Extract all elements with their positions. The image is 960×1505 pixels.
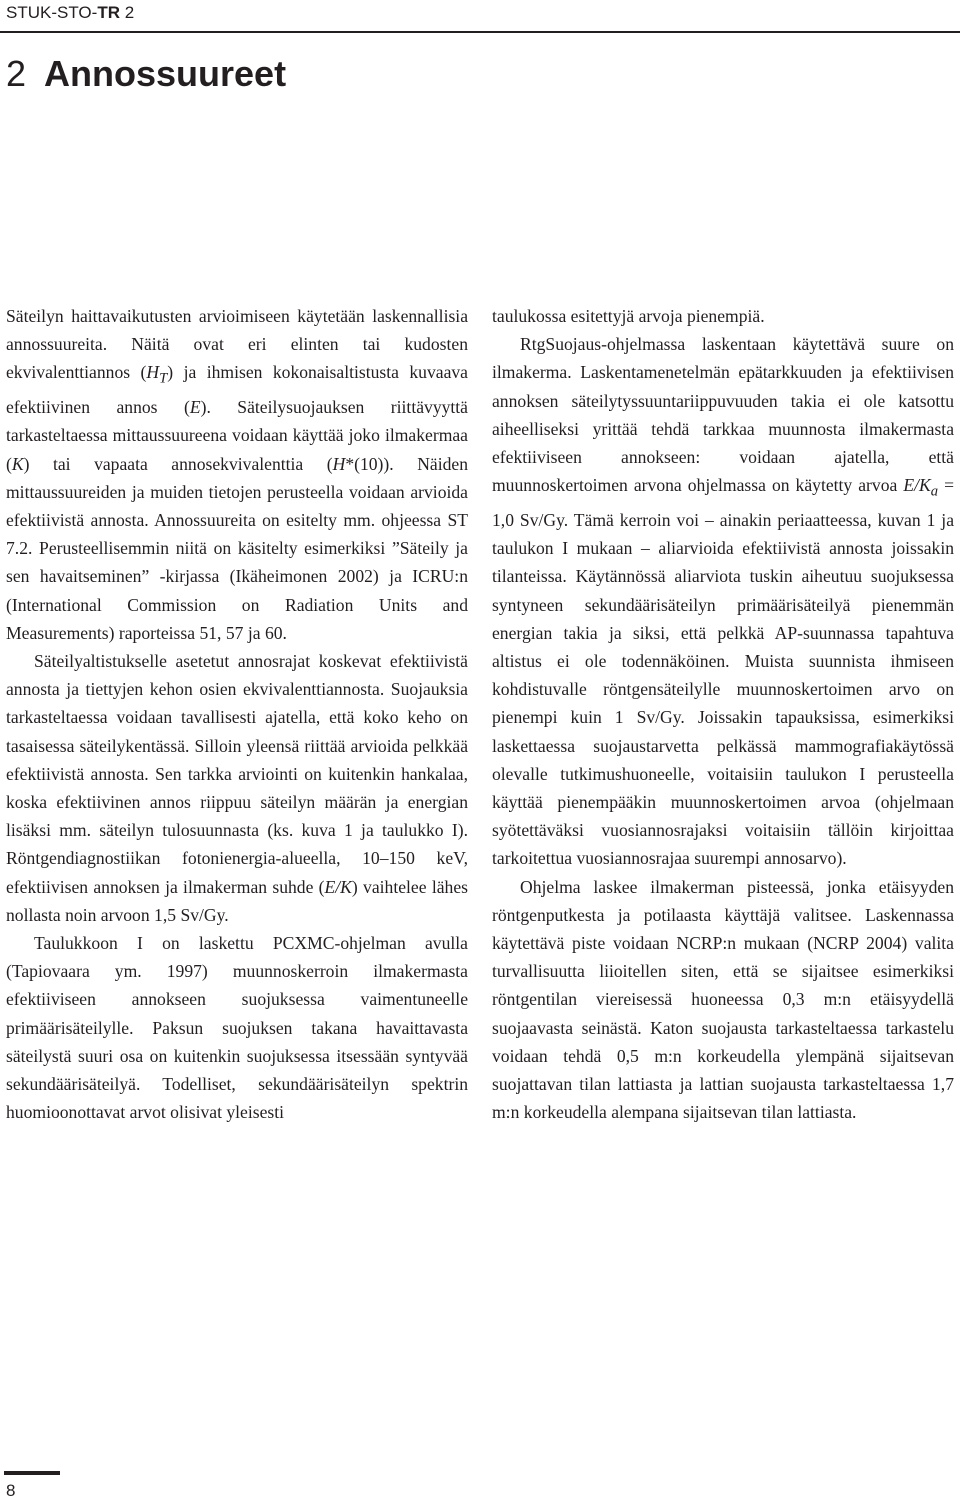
chapter-number: 2 (6, 53, 27, 94)
running-head-number: 2 (124, 3, 135, 22)
paragraph: Säteilyn haittavaikutusten arvioimiseen käytetään laskennallisia annossuureita. Näitä ovat eri elinten tai kudosten ekvivalenttiannos $(H_T)$ ja ihmisen kokonaisaltistusta kuvaava efektiivinen annos (E). Säteilysuojauksen riittävyyttä tarkasteltaessa mittaussuureena voidaan käyttää joko ilmakermaa (K) tai vapaata annosekvivalenttia (H*(10)). Näiden mittaussuureiden ja muiden tietojen perusteella voidaan arvioida efektiivistä annosta. Annossuureita on esitelty mm. ohjeessa ST 7.2. Perusteellisemmin niitä on käsitelty esimerkiksi ”Säteily ja sen havaitseminen” -kirjassa (Ikäheimonen 2002) ja ICRU:n (International Commission on Radiation Units and Measurements) raporteissa 51, 57 ja 60. (6, 306, 468, 643)
page-number: 8 (6, 1481, 16, 1500)
right-column (492, 302, 954, 1126)
paragraph: taulukossa esitettyjä arvoja pienempiä. (492, 306, 765, 326)
running-head (6, 2, 134, 24)
chapter-heading (6, 52, 286, 96)
header-rule (0, 31, 960, 33)
paragraph: Säteilyaltistukselle asetetut annosrajat koskevat efektiivistä annosta ja tiettyjen kehon osien ekvivalenttiannosta. Suojauksia tarkasteltaessa voidaan tavallisesti ajatella, että koko keho on tasaisessa säteilykentässä. Silloin yleensä riittää arvioida pelkkää efektiivistä annosta. Sen tarkka arviointi on kuitenkin hankalaa, koska efektiivinen annos riippuu säteilyn määrän ja energian lisäksi mm. säteilyn tulosuunnasta (ks. kuva 1 ja taulukko I). Röntgendiagnostiikan fotonienergia-alueella, 10–150 keV, efektiivisen annoksen ja ilmakerman suhde (E/K) vaihtelee lähes nollasta noin arvoon 1,5 Sv/Gy. (6, 650, 468, 925)
chapter-title: Annossuureet (44, 53, 287, 94)
paragraph: Taulukkoon I on laskettu PCXMC-ohjelman avulla (Tapiovaara ym. 1997) muunnoskerroin ilmakermasta efektiiviseen annokseen suojuksessa vaimentuneelle primäärisäteilylle. Paksun suojuksen takana havaittavasta säteilystä suuri osa on kuitenkin suojuksessa itsessään syntyvää sekundäärisäteilyä. Todelliset, sekundäärisäteilyn spektrin huomioonottavat arvot olisivat yleisesti (6, 932, 468, 1123)
paragraph: Ohjelma laskee ilmakerman pisteessä, jonka etäisyyden röntgenputkesta ja potilaasta käyttäjä valitsee. Laskennassa käytettävä piste voidaan NCRP:n mukaan (NCRP 2004) valita turvallisuutta liioitellen siten, että se sijaitsee esimerkiksi röntgentilan viereisessä huoneessa 0,3 m:n etäisyydellä suojaavasta seinästä. Katon suojausta tarkasteltaessa tarkastelu voidaan tehdä 0,5 m:n korkeudella ylempänä sijaitsevan suojattavan tilan lattiasta ja lattian suojausta tarkasteltaessa 1,7 m:n korkeudella alempana sijaitsevan tilan lattiasta. (492, 876, 954, 1123)
running-head-series: STUK-STO- (6, 3, 98, 22)
running-head-code: TR (97, 3, 120, 22)
left-column (6, 302, 468, 1126)
footer-rule (4, 1471, 60, 1475)
paragraph: RtgSuojaus-ohjelmassa laskentaan käytettävä suure on ilmakerma. Laskentamenetelmän epätarkkuuden ja efektiivisen annoksen säteilytyssuuntariippuvuuden takia ei ole katsottu aiheelliseksi yrittää tehdä tarkkaa muunnosta ilmakermasta efektiiviseen annokseen: voidaan ajatella, että muunnoskertoimen arvona ohjelmassa on käytetty arvoa $E/K_a = 1,0$ Sv/Gy. Tämä kerroin voi – ainakin periaatteessa, kuvan 1 ja taulukon I mukaan – aliarvioida efektiivistä annosta joissakin tilanteissa. Käytännössä aliarviota tuskin aiheutuu suojuksessa syntyneen sekundäärisäteilyn primäärisäteilyä pienemmän energian takia ja siksi, että pelkkä AP-suunnassa tapahtuva altistus ei ole todennäköinen. Muista suunnista ihmiseen kohdistuvalle röntgensäteilylle muunnoskertoimen arvo on pienempi kuin 1 Sv/Gy. Joissakin tapauksissa, esimerkiksi laskettaessa suojaustarvetta pelkässä mammografiakäytössä olevalle tutkimushuoneelle, voitaisiin taulukon I perusteella käyttää pienempääkin muunnoskertoimen arvoa (ohjelmaan syötettäväksi vuosiannosrajaksi voitaisiin tällöin kirjoittaa tarkoitettua vuosiannosrajaa suurempi annosarvo). (492, 334, 954, 869)
